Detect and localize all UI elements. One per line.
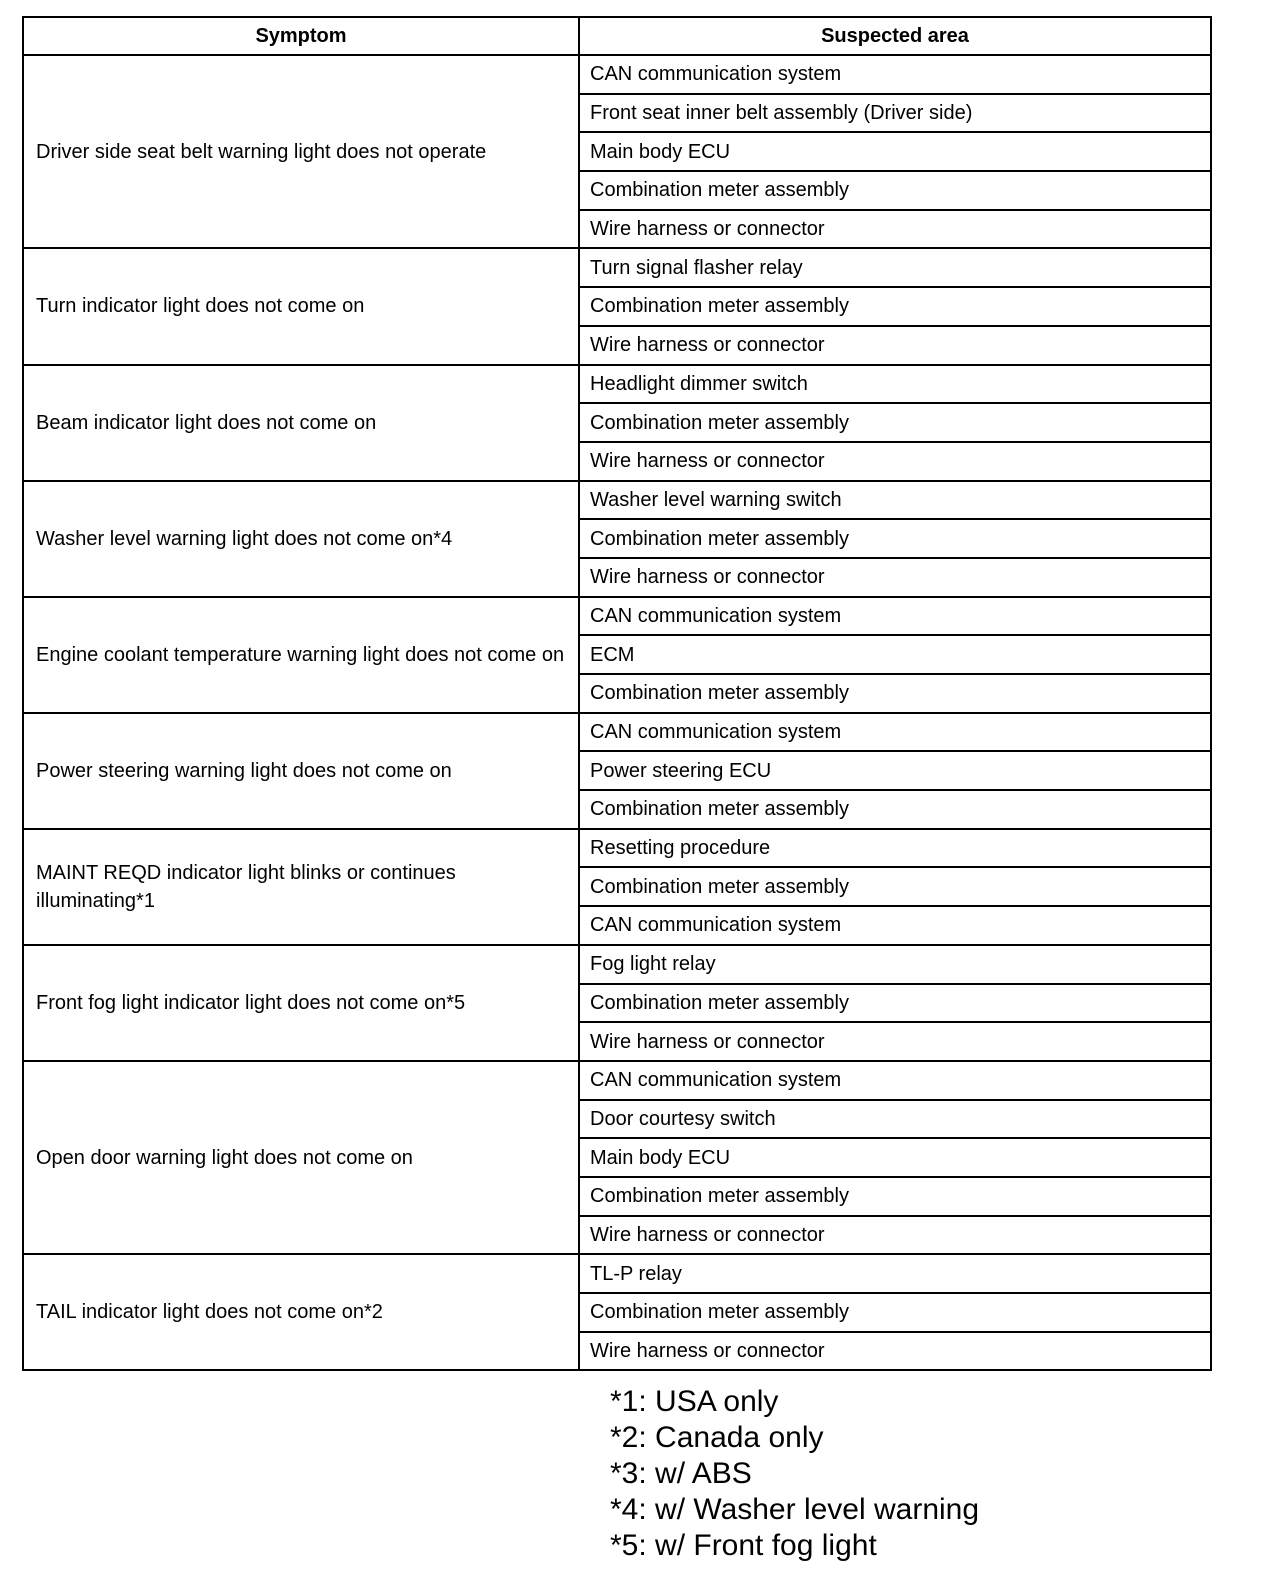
symptom-table: [22, 16, 1212, 1371]
table-row: [23, 713, 1211, 752]
table-row: [23, 829, 1211, 868]
suspected-area-cell: Combination meter assembly: [579, 403, 1211, 442]
suspected-area-cell: Front seat inner belt assembly (Driver side): [579, 94, 1211, 133]
symptom-cell: Turn indicator light does not come on: [23, 248, 579, 364]
suspected-area-cell: ECM: [579, 635, 1211, 674]
header-symptom: Symptom: [23, 17, 579, 55]
suspected-area-cell: Combination meter assembly: [579, 674, 1211, 713]
suspected-area-cell: CAN communication system: [579, 597, 1211, 636]
table-row: [23, 945, 1211, 984]
symptom-cell: Front fog light indicator light does not come on*5: [23, 945, 579, 1061]
table-body: [23, 55, 1211, 1370]
footnote: *4: w/ Washer level warning: [610, 1493, 980, 1526]
table-row: [23, 1254, 1211, 1293]
suspected-area-cell: Combination meter assembly: [579, 984, 1211, 1023]
suspected-area-cell: Door courtesy switch: [579, 1100, 1211, 1139]
suspected-area-cell: TL-P relay: [579, 1254, 1211, 1293]
symptom-cell: MAINT REQD indicator light blinks or continues illuminating*1: [23, 829, 579, 945]
footnote: *2: Canada only: [610, 1421, 824, 1454]
suspected-area-cell: Power steering ECU: [579, 751, 1211, 790]
table-row: [23, 481, 1211, 520]
suspected-area-cell: Combination meter assembly: [579, 790, 1211, 829]
suspected-area-cell: Wire harness or connector: [579, 558, 1211, 597]
suspected-area-cell: Combination meter assembly: [579, 1293, 1211, 1332]
table-row: [23, 365, 1211, 404]
table-row: [23, 597, 1211, 636]
suspected-area-cell: Wire harness or connector: [579, 210, 1211, 249]
suspected-area-cell: Wire harness or connector: [579, 1022, 1211, 1061]
footnote: *5: w/ Front fog light: [610, 1529, 877, 1562]
suspected-area-cell: Headlight dimmer switch: [579, 365, 1211, 404]
suspected-area-cell: Combination meter assembly: [579, 519, 1211, 558]
suspected-area-cell: Combination meter assembly: [579, 867, 1211, 906]
header-row: [23, 17, 1211, 55]
header-suspected-area: Suspected area: [579, 17, 1211, 55]
symptom-cell: Engine coolant temperature warning light does not come on: [23, 597, 579, 713]
suspected-area-cell: Turn signal flasher relay: [579, 248, 1211, 287]
symptom-cell: Open door warning light does not come on: [23, 1061, 579, 1254]
suspected-area-cell: Main body ECU: [579, 1138, 1211, 1177]
footnote: *1: USA only: [610, 1385, 779, 1418]
suspected-area-cell: Wire harness or connector: [579, 326, 1211, 365]
symptom-cell: Driver side seat belt warning light does not operate: [23, 55, 579, 248]
suspected-area-cell: CAN communication system: [579, 55, 1211, 94]
symptom-cell: Power steering warning light does not come on: [23, 713, 579, 829]
suspected-area-cell: Washer level warning switch: [579, 481, 1211, 520]
table-row: [23, 248, 1211, 287]
symptom-cell: Washer level warning light does not come on*4: [23, 481, 579, 597]
suspected-area-cell: Wire harness or connector: [579, 1332, 1211, 1371]
footnote: *3: w/ ABS: [610, 1457, 752, 1490]
suspected-area-cell: Main body ECU: [579, 132, 1211, 171]
suspected-area-cell: Combination meter assembly: [579, 171, 1211, 210]
suspected-area-cell: Combination meter assembly: [579, 1177, 1211, 1216]
footnotes: [610, 1384, 979, 1564]
suspected-area-cell: Fog light relay: [579, 945, 1211, 984]
table-row: [23, 55, 1211, 94]
suspected-area-cell: Combination meter assembly: [579, 287, 1211, 326]
suspected-area-cell: CAN communication system: [579, 713, 1211, 752]
symptom-cell: Beam indicator light does not come on: [23, 365, 579, 481]
suspected-area-cell: Wire harness or connector: [579, 442, 1211, 481]
table-row: [23, 1061, 1211, 1100]
suspected-area-cell: Resetting procedure: [579, 829, 1211, 868]
suspected-area-cell: CAN communication system: [579, 906, 1211, 945]
symptom-cell: TAIL indicator light does not come on*2: [23, 1254, 579, 1370]
suspected-area-cell: Wire harness or connector: [579, 1216, 1211, 1255]
suspected-area-cell: CAN communication system: [579, 1061, 1211, 1100]
